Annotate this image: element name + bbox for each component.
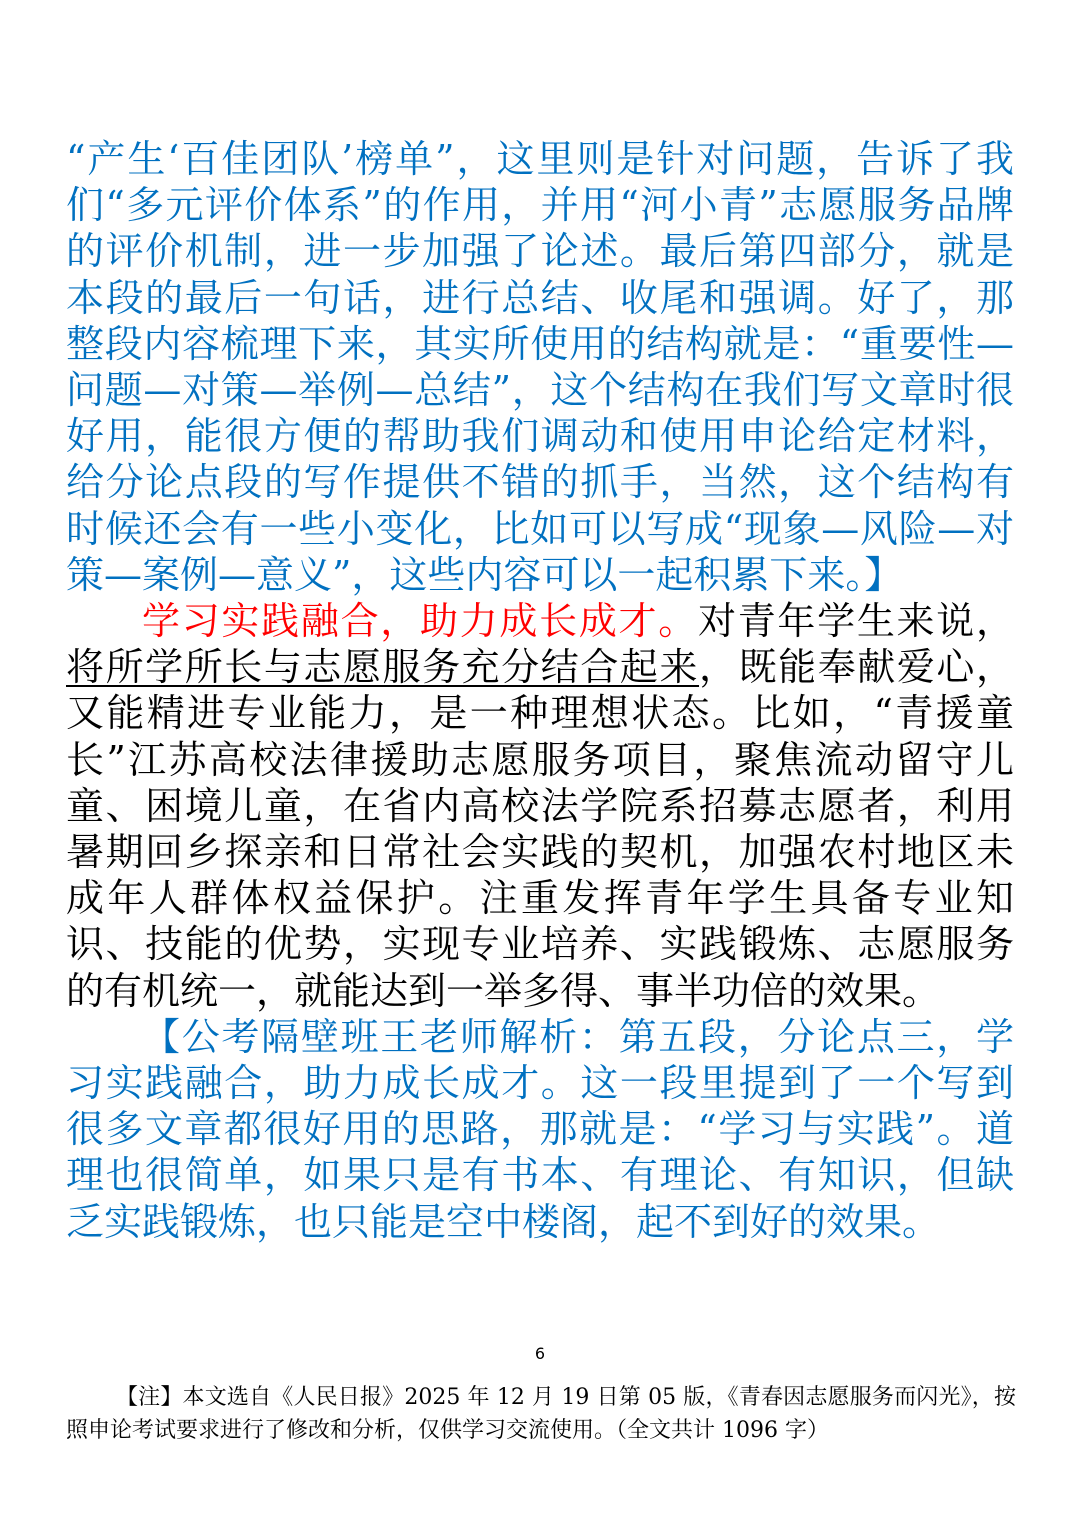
point-three-lead-text: 对青年学生来说， bbox=[697, 599, 1014, 644]
body-paragraph-point-three bbox=[66, 598, 1014, 1014]
document-body bbox=[66, 136, 1014, 1245]
point-three-body-text: ，既能奉献爱心，又能精进专业能力，是一种理想状态。比如，“青援童长”江苏高校法律援助志愿服务项目，聚焦流动留守儿童、困境儿童，在省内高校法学院系招募志愿者，利用暑期回乡探亲和日常社会实践的契机，加强农村地区未成年人群体权益保护。注重发挥青年学生具备专业知识、技能的优势，实现专业培养、实践锻炼、志愿服务的有机统一，就能达到一举多得、事半功倍的效果。 bbox=[66, 645, 1014, 1013]
page-number: 6 bbox=[534, 1344, 546, 1363]
footnote bbox=[66, 1381, 1016, 1447]
analysis-paragraph-point-three: 【公考隔壁班王老师解析：第五段，分论点三，学习实践融合，助力成长成才。这一段里提到了一个写到很多文章都很好用的思路，那就是：“学习与实践”。道理也很简单，如果只是有书本、有理论、有知识，但缺乏实践锻炼，也只能是空中楼阁，起不到好的效果。 bbox=[66, 1014, 1014, 1244]
point-three-underlined-text: 将所学所长与志愿服务充分结合起来 bbox=[66, 645, 700, 690]
footnote-text: 【注】本文选自《人民日报》2025 年 12 月 19 日第 05 版，《青春因志愿服务而闪光》，按照申论考试要求进行了修改和分析，仅供学习交流使用。（全文共计 1096 字） bbox=[66, 1385, 1016, 1443]
analysis-paragraph-continued: “产生‘百佳团队’榜单”，这里则是针对问题，告诉了我们“多元评价体系”的作用，并用“河小青”志愿服务品牌的评价机制，进一步加强了论述。最后第四部分，就是本段的最后一句话，进行总结、收尾和强调。好了，那整段内容梳理下来，其实所使用的结构就是：“重要性—问题—对策—举例—总结”，这个结构在我们写文章时很好用，能很方便的帮助我们调动和使用申论给定材料，给分论点段的写作提供不错的抓手，当然，这个结构有时候还会有一些小变化，比如可以写成“现象—风险—对策—案例—意义”，这些内容可以一起积累下来。】 bbox=[66, 137, 1014, 597]
point-three-heading: 学习实践融合，助力成长成才。 bbox=[142, 599, 698, 644]
